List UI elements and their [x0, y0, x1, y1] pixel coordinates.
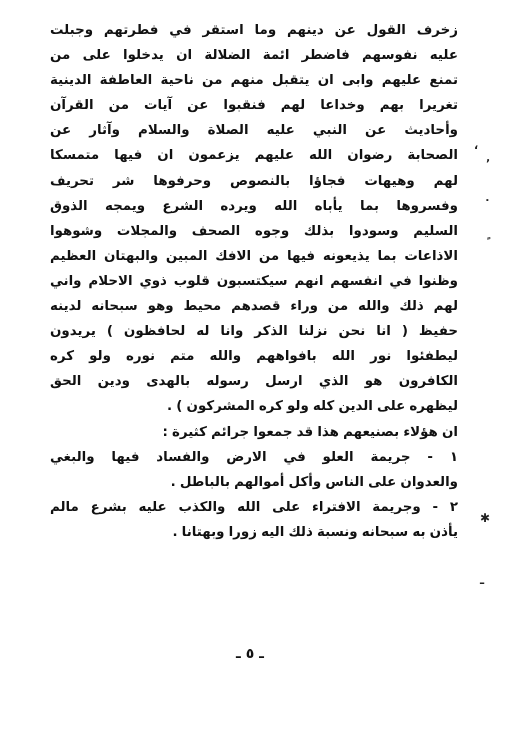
text-line-16: ليظهره على الدين كله ولو كره المشركون ) .	[166, 399, 458, 415]
text-line-21: يأذن به سبحانه ونسبة ذلك اليه زورا وبهتانا .	[172, 524, 458, 540]
text-line-15: الكافرون هو الذي ارسل رسوله بالهدى ودين الحق	[50, 374, 458, 390]
text-line-13: حفيظ ( انا نحن نزلنا الذكر وانا له لحافظون ) يريدون	[50, 324, 458, 340]
margin-mark-3: ٠	[484, 193, 491, 206]
margin-mark-6: ـ	[480, 573, 485, 587]
text-line-4: تغريرا بهم وخداعا لهم فنقبوا عن آيات من القرآن	[50, 98, 458, 114]
margin-mark-1: ،	[474, 139, 479, 152]
text-line-10: الاذاعات بما يذيعونه فيها من الافك المبين والبهتان العظيم	[50, 248, 458, 264]
text-line-3: تمنع عليهم وابى ان يتقبل منهم من ناحية العاطفة الدينية	[50, 73, 458, 89]
text-line-20: ٢ - وجريمة الافتراء على الله والكذب عليه بشرع مالم	[50, 499, 458, 515]
text-line-12: لهم ذلك والله من وراء قصدهم محيط وهو سبحانه لدينه	[50, 299, 458, 315]
text-line-1: زخرف القول عن دينهم وما استقر في فطرتهم وجبلت	[50, 23, 458, 38]
page-number: ـ ٥ ـ	[236, 646, 264, 662]
text-line-7: لهم وهيهات فجاؤا بالنصوص وحرفوها شر تحريف	[50, 173, 458, 189]
text-line-17: ان هؤلاء بصنيعهم هذا قد جمعوا جرائم كثيرة :	[162, 424, 458, 440]
text-line-5: وأحاديث عن النبي عليه الصلاة والسلام وآثار عن	[50, 123, 458, 139]
text-line-18: ١ - جريمة العلو في الارض والفساد فيها والبغي	[50, 449, 458, 465]
text-line-9: السليم وسودوا بذلك وجوه الصحف والمجلات وشوهوا	[50, 223, 458, 239]
text-line-11: وظنوا في انفسهم انهم سيكتسبون قلوب ذوي الاحلام واني	[50, 273, 458, 289]
text-line-2: عليه نفوسهم فاضطر ائمة الضلالة ان يدخلوا على من	[50, 48, 458, 64]
text-line-8: وفسروها بما يأباه الله ويرده الشرع ويمجه الذوق	[50, 198, 458, 214]
text-line-14: ليطفئوا نور الله بافواههم والله متم نوره ولو كره	[50, 349, 458, 365]
body-text	[50, 18, 458, 545]
text-line-19: والعدوان على الناس وأكل أموالهم بالباطل .	[170, 474, 458, 490]
margin-mark-5: ✱	[480, 511, 491, 525]
text-line-6: الصحابة رضوان الله عليهم يزعمون ان فيها متمسكا	[50, 148, 458, 164]
margin-mark-2: ٬	[486, 157, 491, 170]
